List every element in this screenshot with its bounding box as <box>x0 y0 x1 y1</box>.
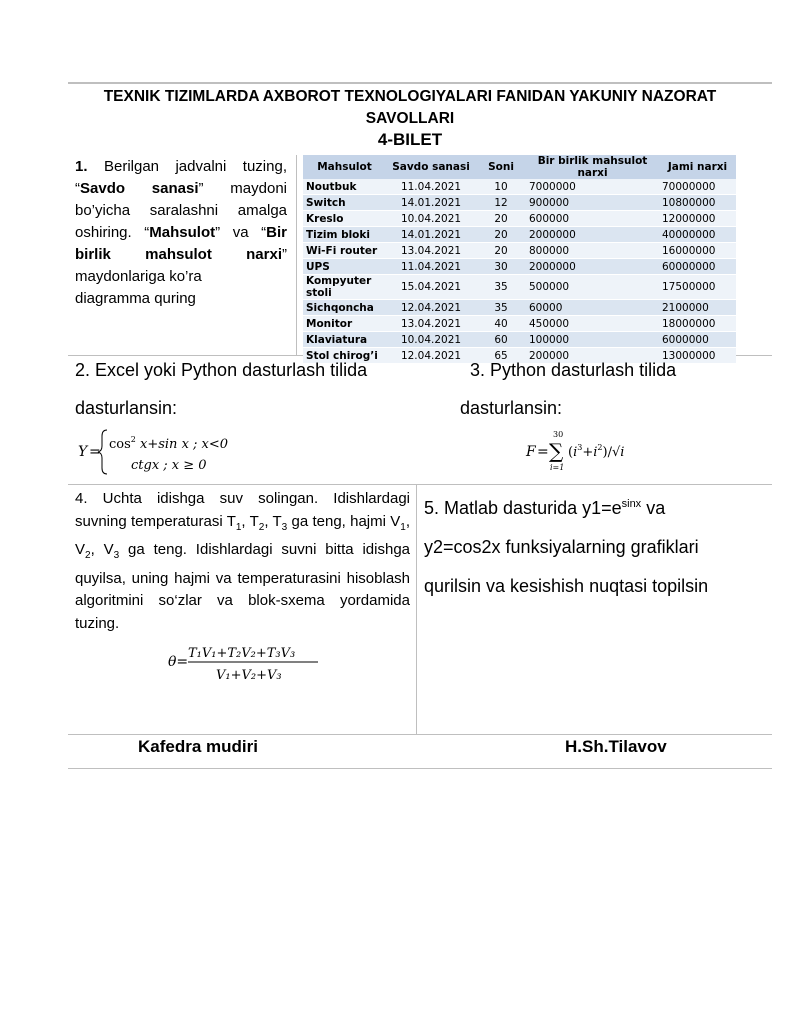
table-cell: Wi-Fi router <box>303 243 386 259</box>
q3-line-2: dasturlansin: <box>460 398 563 418</box>
table-cell: Kreslo <box>303 211 386 227</box>
table-cell: 40 <box>476 316 526 332</box>
table-cell: Klaviatura <box>303 332 386 348</box>
q1-bold-1: Savdo sanasi <box>80 180 199 197</box>
top-rule <box>68 82 772 84</box>
table-cell: 600000 <box>526 211 659 227</box>
table-cell: 10.04.2021 <box>386 211 476 227</box>
rule-after-footer <box>68 768 772 769</box>
table-cell: 200000 <box>526 348 659 364</box>
q2-case-1: $\cos^2 x+\sin$ x ; x<0 <box>109 435 229 452</box>
q1-number: 1. <box>75 158 88 175</box>
table-cell: 14.01.2021 <box>386 227 476 243</box>
q2-line-2: dasturlansin: <box>75 398 178 418</box>
table-cell: Tizim bloki <box>303 227 386 243</box>
table-cell: 100000 <box>526 332 659 348</box>
table-cell: 11.04.2021 <box>386 179 476 195</box>
sales-table <box>303 155 736 364</box>
table-cell: 7000000 <box>526 179 659 195</box>
q1-bold-3: Bir birlik mahsulot narxi <box>75 224 288 263</box>
table-row <box>303 275 736 300</box>
table-cell: 30 <box>476 259 526 275</box>
question-5: 5. Matlab dasturida $y1=e^{sinx}$ va y2=cos2x funksiyalarning grafiklari qurilsin va kesishish nuqtasi topilsin <box>424 498 709 596</box>
q3-sigma: ∑ <box>549 439 564 463</box>
q1-text-3: ” va “ <box>215 224 267 241</box>
table-cell: 13.04.2021 <box>386 243 476 259</box>
table-row <box>303 243 736 259</box>
q2-formula-lhs: Y <box>78 444 88 460</box>
table-row <box>303 195 736 211</box>
question-1 <box>75 156 287 310</box>
q3-sum-lower: i=1 <box>550 463 565 472</box>
q4-formula <box>166 636 336 690</box>
table-cell: 70000000 <box>659 179 736 195</box>
table-cell: 40000000 <box>659 227 736 243</box>
table-cell: 20 <box>476 227 526 243</box>
table-row <box>303 227 736 243</box>
table-cell: Monitor <box>303 316 386 332</box>
table-cell: 10800000 <box>659 195 736 211</box>
table-cell: 17500000 <box>659 275 736 300</box>
table-header-cell: Soni <box>476 155 526 179</box>
table-cell: 65 <box>476 348 526 364</box>
table-cell: 60 <box>476 332 526 348</box>
q2-line-1: 2. Excel yoki Python dasturlash tilida <box>75 360 368 380</box>
q2-left-brace <box>98 430 107 474</box>
table-cell: 13000000 <box>659 348 736 364</box>
q1-text-4: ” maydonlariga ko’ra <box>75 246 287 285</box>
table-cell: Sichqoncha <box>303 300 386 316</box>
table-cell: Stol chirog’i <box>303 348 386 364</box>
q4-formula-lhs: θ= <box>168 654 189 670</box>
table-row <box>303 332 736 348</box>
exam-title: TEXNIK TIZIMLARDA AXBOROT TEXNOLOGIYALARI FANIDAN YAKUNIY NAZORAT SAVOLLARI <box>103 88 717 127</box>
table-header-row <box>303 155 736 179</box>
q2-case-2: ctgx ; x ≥ 0 <box>131 458 207 473</box>
q3-formula <box>524 428 654 476</box>
table-cell: 60000000 <box>659 259 736 275</box>
q4-q5-divider <box>416 485 417 734</box>
table-cell: 10 <box>476 179 526 195</box>
table-row <box>303 259 736 275</box>
table-cell: 12.04.2021 <box>386 348 476 364</box>
table-cell: 20 <box>476 211 526 227</box>
q2-formula <box>76 425 256 477</box>
table-cell: 2000000 <box>526 259 659 275</box>
table-cell-divider <box>296 155 297 355</box>
table-header-cell: Mahsulot <box>303 155 386 179</box>
rule-before-footer <box>68 734 772 735</box>
table-cell: Switch <box>303 195 386 211</box>
table-cell: 60000 <box>526 300 659 316</box>
table-cell: Kompyuter stoli <box>303 275 386 300</box>
table-cell: 12 <box>476 195 526 211</box>
table-cell: 10.04.2021 <box>386 332 476 348</box>
table-header-cell: Savdo sanasi <box>386 155 476 179</box>
q3-formula-eq: = <box>537 444 549 460</box>
table-cell: 20 <box>476 243 526 259</box>
table-cell: Noutbuk <box>303 179 386 195</box>
q1-text-2: ” maydoni bo’yicha saralashni amalga oshiring. “ <box>75 180 287 241</box>
q1-bold-2: Mahsulot <box>149 224 216 241</box>
question-4: 4. Uchta idishga suv solingan. Idishlardagi suvning temperaturasi $T_1$, $T_2$, $T_3$ ga teng, hajmi $V_1$, $V_2$, $V_3$ ga teng. Idishlardagi suvni bitta idishga quyilsa, uning hajmi va temperaturasini hisoblash algoritmini so‘zlar va blok-sxema yordamida tuzing. <box>75 490 411 632</box>
table-cell: 14.01.2021 <box>386 195 476 211</box>
table-row <box>303 211 736 227</box>
table-cell: 6000000 <box>659 332 736 348</box>
table-cell: 2000000 <box>526 227 659 243</box>
q1-text-1: Berilgan jadvalni tuzing, “ <box>75 158 287 197</box>
q3-sum-upper: 30 <box>553 430 564 439</box>
table-cell: UPS <box>303 259 386 275</box>
table-cell: 16000000 <box>659 243 736 259</box>
table-cell: 500000 <box>526 275 659 300</box>
q3-formula-lhs: F <box>526 444 536 460</box>
table-cell: 450000 <box>526 316 659 332</box>
table-row <box>303 179 736 195</box>
table-cell: 2100000 <box>659 300 736 316</box>
department-head-name: H.Sh.Tilavov <box>565 737 667 756</box>
table-cell: 12000000 <box>659 211 736 227</box>
table-cell: 12.04.2021 <box>386 300 476 316</box>
table-cell: 35 <box>476 275 526 300</box>
table-header-cell: Jami narxi <box>659 155 736 179</box>
table-cell: 15.04.2021 <box>386 275 476 300</box>
q1-text-5: diagramma quring <box>75 290 196 307</box>
q4-formula-numerator: T₁V₁+T₂V₂+T₃V₃ <box>188 646 296 661</box>
table-cell: 800000 <box>526 243 659 259</box>
department-head-label: Kafedra mudiri <box>138 737 258 756</box>
table-cell: 35 <box>476 300 526 316</box>
q3-line-1: 3. Python dasturlash tilida <box>470 360 677 380</box>
table-row <box>303 316 736 332</box>
q2-formula-eq: = <box>89 444 101 460</box>
table-cell: 11.04.2021 <box>386 259 476 275</box>
q3-body: $(i^3+i^2)/√i$ <box>568 443 625 460</box>
table-header-cell: Bir birlik mahsulot narxi <box>526 155 659 179</box>
table-cell: 18000000 <box>659 316 736 332</box>
table-cell: 13.04.2021 <box>386 316 476 332</box>
ticket-number: 4-BILET <box>377 130 443 149</box>
q4-formula-denominator: V₁+V₂+V₃ <box>216 668 282 683</box>
table-cell: 900000 <box>526 195 659 211</box>
table-row <box>303 300 736 316</box>
